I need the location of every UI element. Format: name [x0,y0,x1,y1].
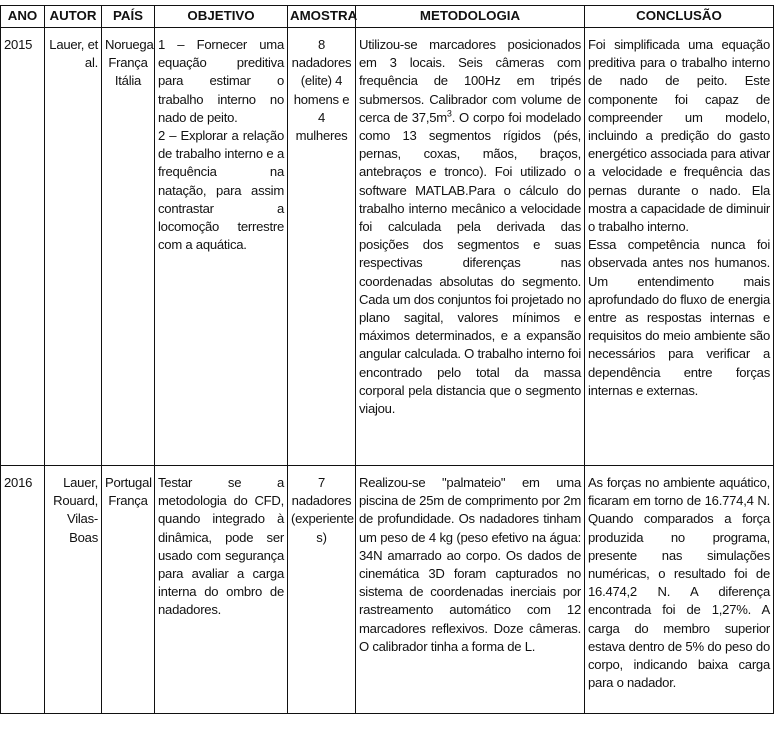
table-row [1,28,774,466]
header-amostra: AMOSTRA [288,6,356,28]
conclusao-paragraph-1: Foi simplificada uma equação preditiva para o trabalho interno de nado de peito. Este componente foi capaz de compreender um modelo, incluindo a predição do gasto energético associada para ativar a velocidade e frequência das pernas durante o nado. Ela mostra a capacidade de diminuir o trabalho interno. [588,37,770,235]
cell-autor: Lauer, Rouard, Vilas-Boas [45,466,102,714]
cell-objetivo: Testar se a metodologia do CFD, quando integrado à dinâmica, pode ser usado com segurança para avaliar a carga interna do ombro de nadadores. [155,466,288,714]
cell-conclusao: As forças no ambiente aquático, ficaram em torno de 16.774,4 N. Quando comparados a força produzida no programa, presente nas simulações numéricas, o resultado foi de 16.474,2 N. A diferença encontrada foi de 1,27%. A carga do membro superior estava dentro de 5% do peso do corpo, indicando baixa carga para o nadador. [585,466,774,714]
header-conclusao: CONCLUSÃO [585,6,774,28]
cell-autor: Lauer, et al. [45,28,102,466]
header-metodologia: METODOLOGIA [356,6,585,28]
header-objetivo: OBJETIVO [155,6,288,28]
cell-amostra: 7 nadadores (experiente s) [288,466,356,714]
document-page [0,5,774,714]
cell-amostra: 8 nadadores (elite) 4 homens e 4 mulheres [288,28,356,466]
cell-objetivo [155,28,288,466]
cell-pais: Noruega França Itália [102,28,155,466]
cell-metodologia [356,28,585,466]
header-autor: AUTOR [45,6,102,28]
table-row [1,466,774,714]
metodologia-superscript: 3 [446,108,452,119]
cell-conclusao [585,28,774,466]
header-pais: PAÍS [102,6,155,28]
header-ano: ANO [1,6,45,28]
objetivo-item-2: 2 – Explorar a relação de trabalho interno e a frequência na natação, para assim contrastar a locomoção terrestre com a aquática. [158,128,284,253]
cell-ano: 2015 [1,28,45,466]
metodologia-text-start: Utilizou-se marcadores posicionados em 3 locais. Seis câmeras com frequência de 100Hz em tripés submersos. Calibrador com volume de cerca de 37,5m [359,37,581,125]
header-row [1,6,774,28]
conclusao-paragraph-2: Essa competência nunca foi observada antes nos humanos. Um entendimento mais aprofundado do fluxo de energia entre as respostas internas e requisitos do meio ambiente são necessários para verificar a dependência entre forças internas e externas. [588,237,770,398]
literature-review-table [0,5,774,714]
cell-ano: 2016 [1,466,45,714]
metodologia-text-end: . O corpo foi modelado como 13 segmentos rígidos (pés, pernas, coxas, mãos, braços, antebraços e tronco). Foi utilizado o software MATLAB.Para o cálculo do trabalho interno mecânico a velocidade foi calculada pela derivada das posições dos segmentos e suas respectivas diferenças nas coordenadas absolutas do segmento. Cada um dos conjuntos foi projetado no plano sagital, valores mínimos e máximos determinados, e a expansão angular calculada. O trabalho interno foi encontrado pelo total da massa corporal pela distancia que o segmento viajou. [359,109,581,417]
objetivo-item-1: 1 – Fornecer uma equação preditiva para estimar o trabalho interno no nado de peito. [158,37,284,125]
cell-metodologia: Realizou-se "palmateio" em uma piscina de 25m de comprimento por 2m de profundidade. Os nadadores tinham um peso de 4 kg (peso efetivo na água: 34N amarrado ao corpo. Os dados de cinemática 3D foram capturados no sistema de coordenadas inerciais por rastreamento automático com 12 marcadores reflexivos. Doze câmeras. O calibrador tinha a forma de L. [356,466,585,714]
cell-pais: Portugal França [102,466,155,714]
